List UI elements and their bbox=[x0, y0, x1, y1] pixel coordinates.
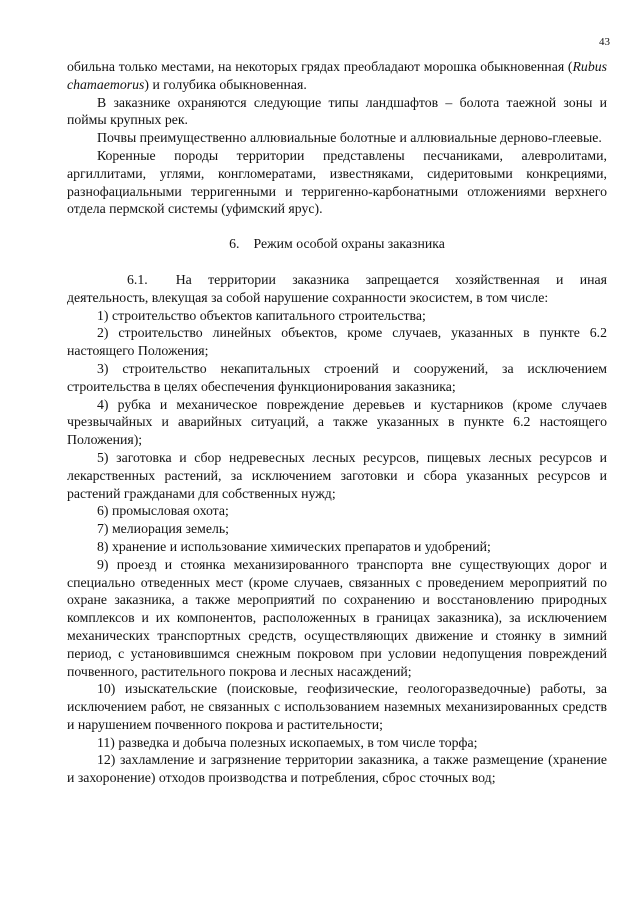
page-number: 43 bbox=[599, 36, 610, 48]
list-item: 7) мелиорация земель; bbox=[97, 521, 229, 537]
list-item: 3) строительство некапитальных строений и сооружений, за исключением строительства в целях обеспечения функционирования заказника; bbox=[67, 360, 607, 394]
list-item: 2) строительство линейных объектов, кроме случаев, указанных в пункте 6.2 настоящего Положения; bbox=[67, 325, 607, 359]
section-heading bbox=[67, 235, 607, 253]
list-item: 8) хранение и использование химических препаратов и удобрений; bbox=[97, 538, 491, 554]
species-name: Rubus chamaemorus bbox=[67, 59, 607, 92]
clause-6-1 bbox=[67, 271, 607, 307]
paragraph-landscapes: В заказнике охраняются следующие типы ландшафтов – болота таежной зоны и поймы крупных рек. bbox=[67, 94, 607, 128]
paragraph-soils: Почвы преимущественно аллювиальные болотные и аллювиальные дерново-глеевые. bbox=[97, 130, 602, 146]
list-item: 6) промысловая охота; bbox=[97, 503, 229, 519]
list-item: 1) строительство объектов капитального строительства; bbox=[97, 307, 426, 323]
paragraph-bedrock: Коренные породы территории представлены песчаниками, алевролитами, аргиллитами, углями, конгломератами, известняками, сидеритовыми конкрециями, разнофациальными терригенными и терригенно-карбонатными отложениями верхнего отдела пермской системы (уфимский ярус). bbox=[67, 147, 607, 217]
list-item: 4) рубка и механическое повреждение деревьев и кустарников (кроме случаев чрезвычайных и аварийных ситуаций, а также указанных в пункте 6.2 настоящего Положения); bbox=[67, 396, 607, 448]
paragraph-vegetation-text: обильна только местами, на некоторых грядах преобладают морошка обыкновенная ( bbox=[67, 59, 573, 74]
section-title: Режим особой охраны заказника bbox=[253, 236, 445, 252]
list-item: 9) проезд и стоянка механизированного транспорта вне существующих дорог и специально отведенных мест (кроме случаев, связанных с проведением мероприятий по охране заказника, а также мероприятий по сохранению и восстановлению природных комплексов и их компонентов, расположенных в границах заказника), за исключением механических транспортных средств, осуществляющих движение и стоянку в зимний период, с установившимся снежным покровом при условии недопущения повреждений почвенного, растительного покрова и лесных насаждений; bbox=[67, 556, 607, 679]
document-body bbox=[67, 58, 607, 787]
list-item: 11) разведка и добыча полезных ископаемых, в том числе торфа; bbox=[97, 734, 478, 750]
clause-text: На территории заказника запрещается хозяйственная и иная деятельность, влекущая за собой нарушение сохранности экосистем, в том числе: bbox=[67, 271, 607, 305]
clause-number: 6.1. bbox=[127, 271, 148, 287]
list-item: 12) захламление и загрязнение территории заказника, а также размещение (хранение и захоронение) отходов производства и потребления, сброс сточных вод; bbox=[67, 752, 607, 786]
paragraph-vegetation-end: ) и голубика обыкновенная. bbox=[144, 76, 307, 92]
list-item: 5) заготовка и сбор недревесных лесных ресурсов, пищевых лесных ресурсов и лекарственных растений, за исключением заготовки и сбора указанных ресурсов и растений гражданами для собственных нужд; bbox=[67, 449, 607, 501]
list-item: 10) изыскательские (поисковые, геофизические, геологоразведочные) работы, за исключением работ, не связанных с использованием наземных механизированных средств и нарушением почвенного покрова и растительности; bbox=[67, 681, 607, 732]
paragraph-vegetation bbox=[67, 58, 607, 94]
section-number: 6. bbox=[229, 236, 240, 252]
